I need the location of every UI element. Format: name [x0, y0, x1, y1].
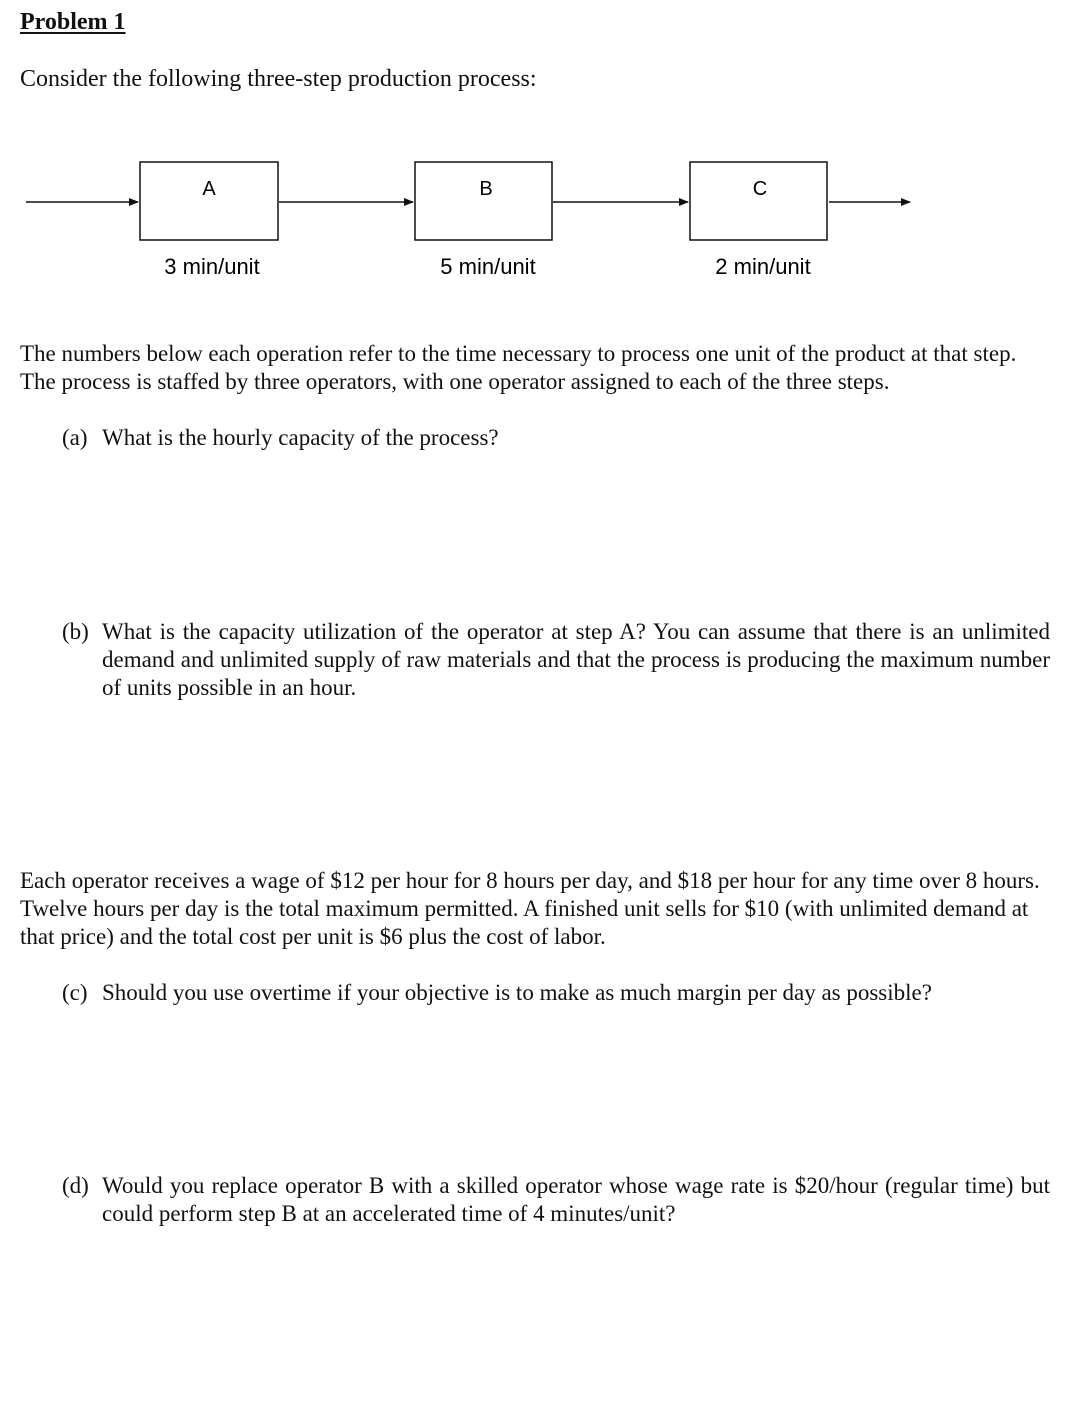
step-c-label: C: [752, 178, 768, 200]
question-c-text: Should you use overtime if your objective is to make as much margin per day as possible?: [102, 980, 932, 1005]
step-a-label: A: [202, 178, 216, 200]
explanation-paragraph: The numbers below each operation refer to the time necessary to process one unit of the product at that step. The process is staffed by three operators, with one operator assigned to each of the three steps.: [20, 341, 1017, 394]
question-b-label: (b): [62, 619, 89, 644]
question-a: [62, 424, 1050, 452]
step-b-time: 5 min/unit: [440, 254, 536, 279]
question-a-text: What is the hourly capacity of the process?: [102, 425, 499, 450]
problem-intro: Consider the following three-step production process:: [20, 66, 537, 92]
question-d-label: (d): [62, 1173, 89, 1198]
question-c: [62, 979, 1050, 1007]
question-a-label: (a): [62, 425, 88, 450]
question-c-label: (c): [62, 980, 88, 1005]
step-c-box: [690, 162, 827, 240]
problem-title: Problem 1: [20, 9, 126, 35]
question-b-text: What is the capacity utilization of the operator at step A? You can assume that there is an unlimited demand and unlimited supply of raw materials and that the process is producing the maximum number of units possible in an hour.: [102, 619, 1050, 700]
step-c-time: 2 min/unit: [715, 254, 811, 279]
step-b-box: [415, 162, 552, 240]
process-flow-diagram: [0, 150, 1092, 290]
question-b: [62, 618, 1050, 702]
step-a-box: [140, 162, 278, 240]
step-a-time: 3 min/unit: [164, 254, 260, 279]
step-b-label: B: [479, 178, 493, 200]
question-d-text: Would you replace operator B with a skilled operator whose wage rate is $20/hour (regular time) but could perform step B at an accelerated time of 4 minutes/unit?: [102, 1173, 1050, 1226]
wages-paragraph: Each operator receives a wage of $12 per hour for 8 hours per day, and $18 per hour for any time over 8 hours. Twelve hours per day is the total maximum permitted. A finished unit sells for $10 (with unlimited demand at that price) and the total cost per unit is $6 plus the cost of labor.: [20, 868, 1040, 949]
question-d: [62, 1172, 1050, 1228]
